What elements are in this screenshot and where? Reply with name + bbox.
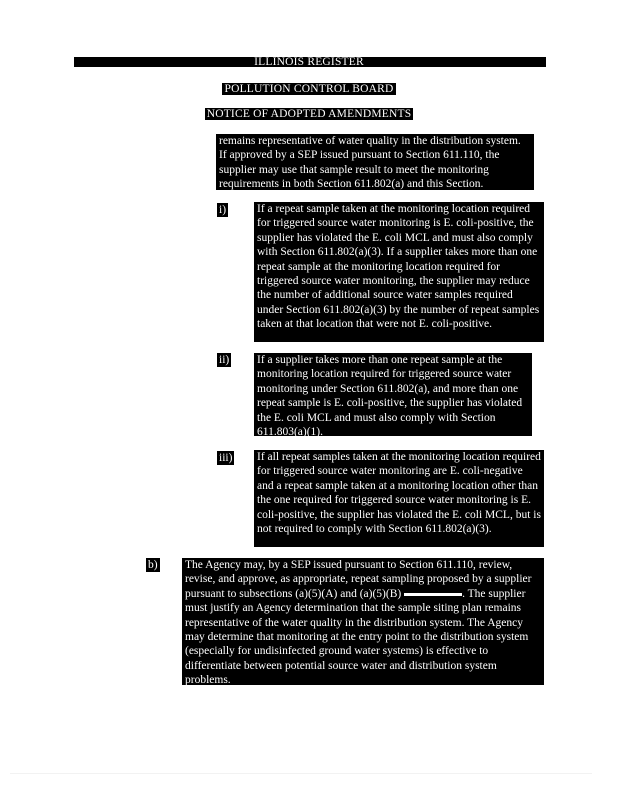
item-paragraph: If a supplier takes more than one repeat sample at the monitoring location required for triggered source water monitoring under Section 611.802(a), and more than one repeat sample is E. coli-positive, the supplier has violated the E. coli MCL and must also comply with Section 611.803(a)(1).: [254, 353, 532, 436]
subsection-paragraph: [182, 558, 544, 685]
item-paragraph: If all repeat samples taken at the monitoring location required for triggered source water monitoring are E. coli-negative and a repeat sample taken at a monitoring location other than the one required for triggered source water monitoring is E. coli-positive, the supplier has violated the E. coli MCL, but is not required to comply with Section 611.802(a)(3).: [254, 450, 544, 547]
item-paragraph: If a repeat sample taken at the monitoring location required for triggered source water monitoring is E. coli-positive, the supplier has violated the E. coli MCL and must also comply with Section 611.802(a)(3). If a supplier takes more than one repeat sample at the monitoring location required for triggered source water monitoring, the supplier may reduce the number of additional source water samples required under Section 611.802(a)(3) by the number of repeat samples taken at that location that were not E. coli-positive.: [254, 202, 544, 342]
board-title: [0, 82, 618, 96]
subsection-text-before: The Agency may, by a SEP issued pursuant to Section 611.110, review, revise, and approve, as appropriate, repeat sampling proposed by a supplier pursuant to subsections (a)(5)(A) and (a)(5)(B): [185, 559, 532, 600]
subsection-label: b): [148, 559, 158, 571]
item-label: ii): [219, 354, 230, 366]
board-title-text: POLLUTION CONTROL BOARD: [224, 83, 394, 95]
item-label: i): [219, 204, 227, 216]
subsection-text-after: . The supplier must justify an Agency determination that the sample siting plan remains representative of the water quality in the distribution system. The Agency may determine that monitoring at the entry point to the distribution system (especially for undisinfected ground water systems) is effective to differentiate between potential source water and distribution system problems.: [185, 587, 529, 687]
register-title: [0, 55, 618, 69]
redaction-mark: [404, 593, 462, 596]
notice-title-text: NOTICE OF ADOPTED AMENDMENTS: [206, 108, 412, 120]
item-label: iii): [219, 452, 233, 464]
register-title-text: ILLINOIS REGISTER: [254, 56, 364, 68]
notice-title: [0, 107, 618, 121]
continuation-paragraph: remains representative of water quality in the distribution system. If approved by a SEP issued pursuant to Section 611.110, the supplier may use that sample result to meet the monitoring requirements in both Section 611.802(a) and this Section.: [216, 134, 534, 190]
page-bottom-divider: [10, 773, 592, 774]
